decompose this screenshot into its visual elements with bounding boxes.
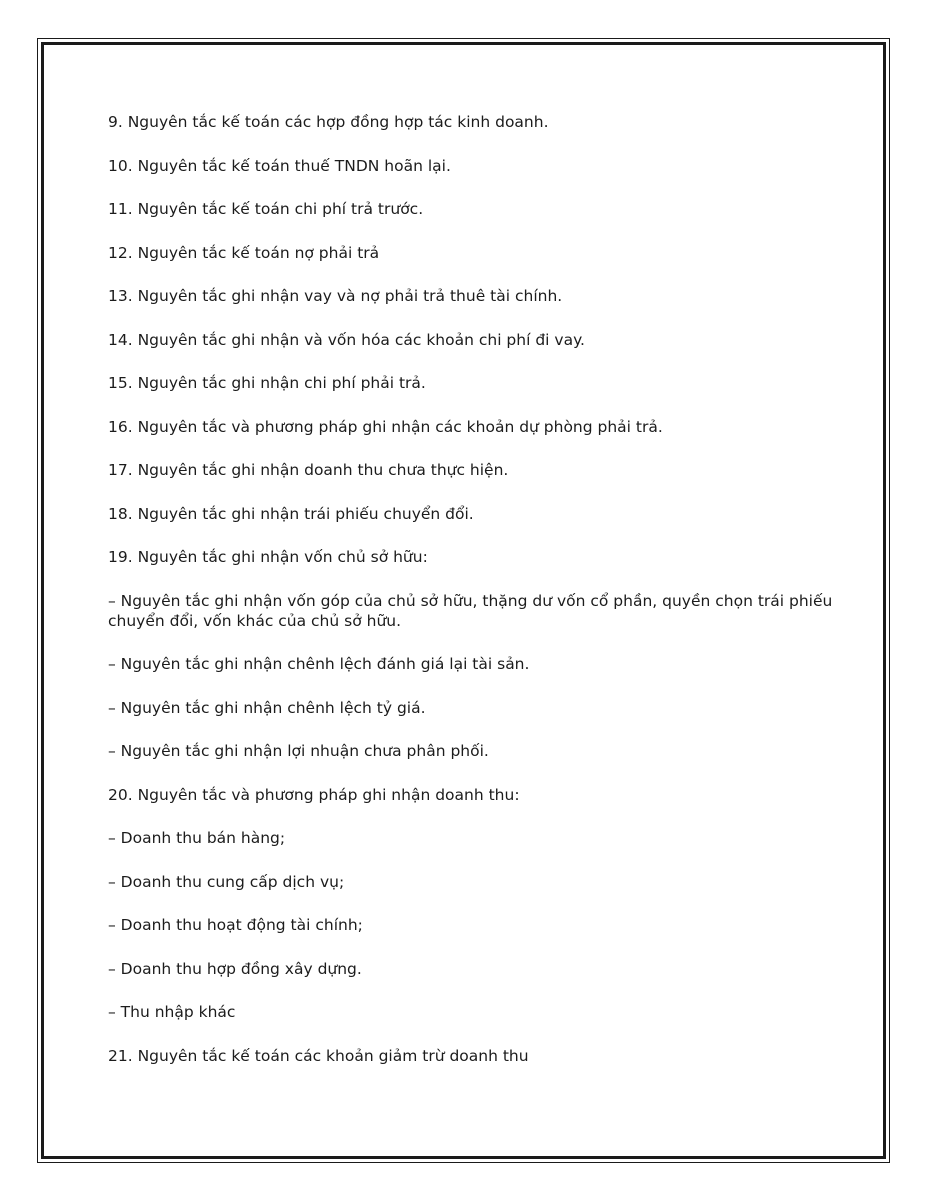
sub-item: – Thu nhập khác	[108, 1003, 236, 1021]
list-item: 18. Nguyên tắc ghi nhận trái phiếu chuyển đổi.	[108, 504, 474, 523]
document-body	[108, 112, 838, 1066]
list-item: 12. Nguyên tắc kế toán nợ phải trả	[108, 243, 380, 262]
list-item: 15. Nguyên tắc ghi nhận chi phí phải trả.	[108, 374, 426, 392]
list-item: 21. Nguyên tắc kế toán các khoản giảm trừ doanh thu	[108, 1046, 529, 1065]
list-item: 10. Nguyên tắc kế toán thuế TNDN hoãn lại.	[108, 156, 451, 175]
list-item: 14. Nguyên tắc ghi nhận và vốn hóa các khoản chi phí đi vay.	[108, 330, 585, 349]
list-item: 16. Nguyên tắc và phương pháp ghi nhận các khoản dự phòng phải trả.	[108, 417, 663, 436]
section-heading: 19. Nguyên tắc ghi nhận vốn chủ sở hữu:	[108, 548, 428, 566]
list-item: 11. Nguyên tắc kế toán chi phí trả trước.	[108, 200, 424, 218]
list-item: 17. Nguyên tắc ghi nhận doanh thu chưa thực hiện.	[108, 461, 509, 479]
list-item: 9. Nguyên tắc kế toán các hợp đồng hợp tác kinh doanh.	[108, 113, 549, 131]
sub-item: – Nguyên tắc ghi nhận vốn góp của chủ sở hữu, thặng dư vốn cổ phần, quyền chọn trái phiếu chuyển đổi, vốn khác của chủ sở hữu.	[108, 591, 833, 630]
sub-item: – Doanh thu cung cấp dịch vụ;	[108, 872, 345, 891]
sub-item: – Doanh thu hợp đồng xây dựng.	[108, 959, 362, 978]
sub-item: – Doanh thu bán hàng;	[108, 829, 286, 847]
sub-item: – Nguyên tắc ghi nhận chênh lệch đánh giá lại tài sản.	[108, 655, 530, 673]
list-item: 13. Nguyên tắc ghi nhận vay và nợ phải trả thuê tài chính.	[108, 287, 563, 305]
sub-item: – Nguyên tắc ghi nhận chênh lệch tỷ giá.	[108, 698, 426, 717]
section-heading: 20. Nguyên tắc và phương pháp ghi nhận doanh thu:	[108, 785, 520, 804]
sub-item: – Nguyên tắc ghi nhận lợi nhuận chưa phân phối.	[108, 742, 489, 760]
sub-item: – Doanh thu hoạt động tài chính;	[108, 916, 363, 934]
